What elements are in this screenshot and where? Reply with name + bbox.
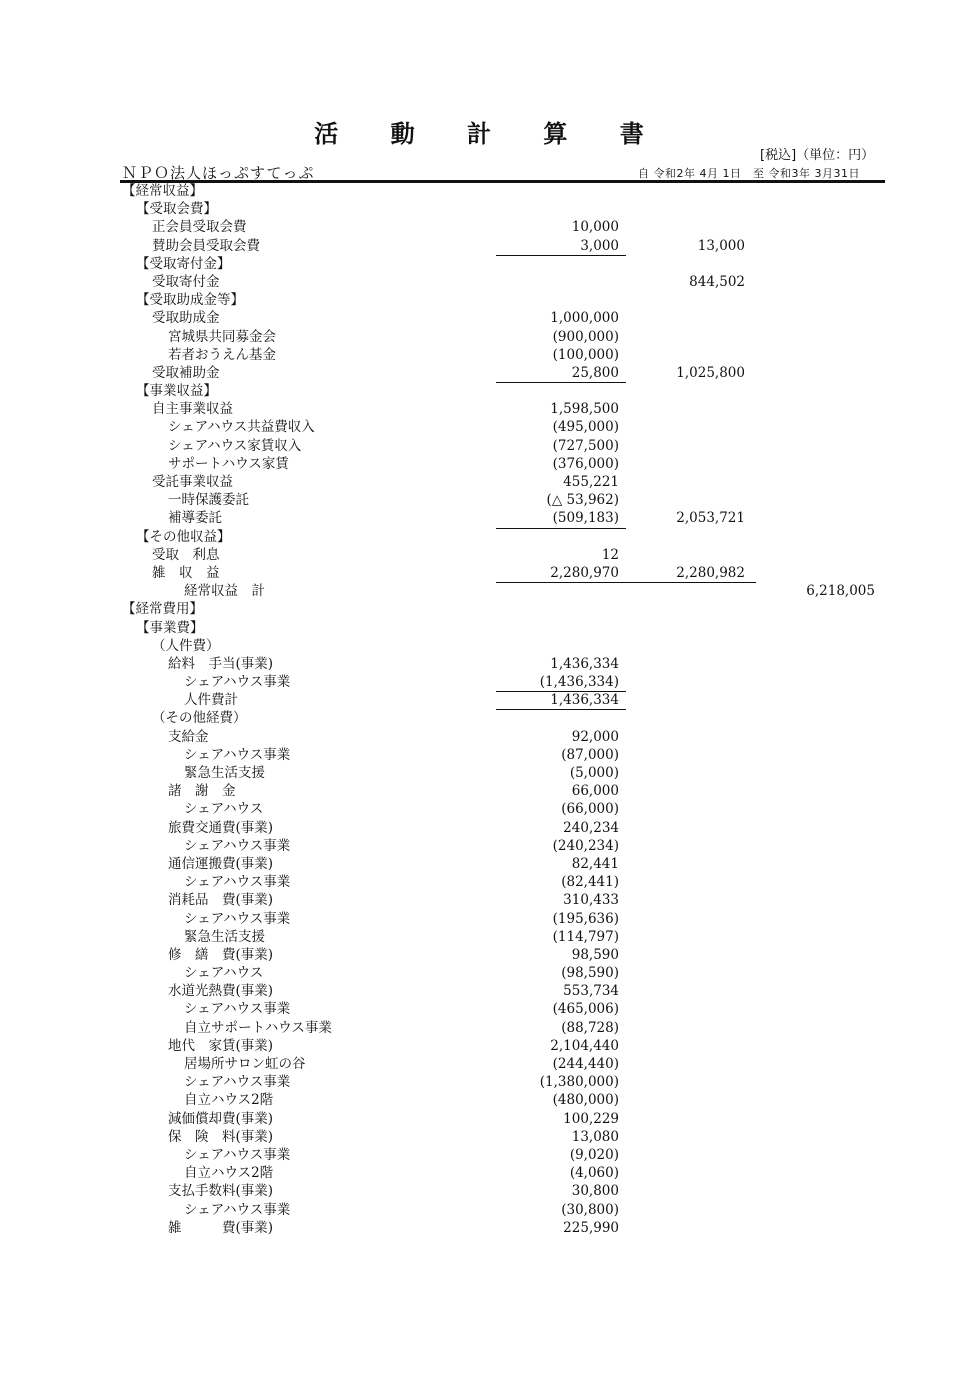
statement-row — [0, 600, 980, 618]
row-label: シェアハウス家賃収入 — [168, 437, 302, 454]
statement-row — [0, 746, 980, 764]
statement-row — [0, 1128, 980, 1146]
amount-c1: (240,234) — [552, 837, 619, 854]
statement-row — [0, 1073, 980, 1091]
row-label: 支給金 — [168, 728, 209, 745]
row-label: シェアハウス事業 — [184, 1201, 291, 1218]
row-label: 受取寄付金 — [152, 273, 220, 290]
amount-c1: 3,000 — [580, 237, 619, 254]
row-label: 正会員受取会費 — [152, 219, 247, 236]
amount-c1: 240,234 — [563, 819, 619, 836]
amount-c2: 2,280,982 — [676, 564, 745, 581]
statement-row — [0, 964, 980, 982]
amount-c1: 1,436,334 — [550, 692, 619, 709]
row-label: シェアハウス事業 — [184, 910, 291, 927]
statement-row — [0, 509, 980, 527]
statement-row — [0, 946, 980, 964]
statement-row — [0, 873, 980, 891]
unit-note: [税込]（単位：円） — [760, 148, 875, 163]
amount-c1: (495,000) — [552, 419, 619, 436]
amount-c1: (1,380,000) — [539, 1074, 619, 1091]
row-label: シェアハウス事業 — [184, 1001, 291, 1018]
row-label: 人件費計 — [184, 692, 238, 709]
statement-row — [0, 1182, 980, 1200]
amount-c1: 1,000,000 — [550, 310, 619, 327]
amount-c1: (100,000) — [552, 346, 619, 363]
amount-c1: (87,000) — [561, 746, 619, 763]
statement-row — [0, 837, 980, 855]
amount-c1: (9,020) — [569, 1146, 619, 1163]
row-label: 緊急生活支援 — [184, 928, 265, 945]
statement-row — [0, 546, 980, 564]
row-label: 【経常収益】 — [122, 183, 203, 199]
statement-row — [0, 218, 980, 236]
row-label: 賛助会員受取会費 — [152, 237, 260, 254]
statement-body — [0, 182, 980, 1237]
amount-c1: (244,440) — [552, 1056, 619, 1072]
amount-c1: (114,797) — [552, 928, 619, 945]
statement-row — [0, 346, 980, 364]
amount-c1: 30,800 — [571, 1183, 619, 1200]
row-label: 旅費交通費(事業) — [168, 819, 274, 836]
amount-c1: (465,006) — [552, 1001, 619, 1018]
statement-row — [0, 237, 980, 255]
amount-c1: 2,280,970 — [550, 564, 619, 581]
row-label: シェアハウス事業 — [184, 1074, 291, 1091]
statement-row — [0, 728, 980, 746]
statement-row — [0, 673, 980, 691]
organization-name: ＮＰＯ法人ほっぷすてっぷ — [122, 164, 315, 182]
row-label: 通信運搬費(事業) — [168, 855, 274, 872]
amount-c1: (82,441) — [561, 874, 619, 891]
statement-row — [0, 1055, 980, 1073]
amount-c1: 100,229 — [563, 1110, 619, 1127]
row-label: 雑 費(事業) — [168, 1219, 274, 1236]
statement-row — [0, 637, 980, 655]
amount-c1: 225,990 — [563, 1219, 619, 1236]
statement-row — [0, 437, 980, 455]
statement-row — [0, 709, 980, 727]
amount-c2: 2,053,721 — [676, 510, 745, 527]
row-label: 【経常費用】 — [122, 601, 203, 618]
amount-c1: 310,433 — [563, 892, 619, 909]
amount-c1: (4,060) — [569, 1165, 619, 1182]
amount-c1: (900,000) — [552, 328, 619, 345]
row-label: 一時保護委託 — [168, 492, 249, 509]
amount-c1: 13,080 — [571, 1128, 619, 1145]
statement-row — [0, 200, 980, 218]
statement-row — [0, 691, 980, 709]
row-label: シェアハウス事業 — [184, 674, 291, 691]
amount-c1: 66,000 — [571, 783, 619, 800]
row-label: シェアハウス事業 — [184, 837, 291, 854]
amount-c1: 2,104,440 — [550, 1037, 619, 1054]
row-label: 給料 手当(事業) — [168, 655, 274, 672]
row-label: シェアハウス事業 — [184, 1146, 291, 1163]
row-label: 補導委託 — [168, 510, 222, 527]
statement-row — [0, 491, 980, 509]
statement-row — [0, 309, 980, 327]
row-label: 水道光熱費(事業) — [168, 983, 274, 1000]
row-label: 緊急生活支援 — [184, 765, 265, 781]
statement-row — [0, 800, 980, 818]
amount-c1: (△ 53,962) — [546, 492, 619, 509]
row-label: 【受取寄付金】 — [136, 255, 231, 272]
row-label: 居場所サロン虹の谷 — [184, 1056, 306, 1072]
statement-row — [0, 928, 980, 946]
row-label: サポートハウス家賃 — [168, 455, 289, 472]
statement-row — [0, 819, 980, 837]
amount-c1: 1,598,500 — [550, 401, 619, 418]
amount-c1: (376,000) — [552, 455, 619, 472]
row-label: 消耗品 費(事業) — [168, 892, 274, 909]
statement-row — [0, 1000, 980, 1018]
statement-row — [0, 1037, 980, 1055]
amount-c1: 553,734 — [563, 983, 619, 1000]
row-label: 諸 謝 金 — [168, 783, 236, 800]
row-label: シェアハウス共益費収入 — [168, 419, 315, 436]
statement-row — [0, 1091, 980, 1109]
row-label: 雑 収 益 — [152, 564, 220, 581]
row-label: 自立ハウス2階 — [184, 1165, 274, 1182]
statement-row — [0, 564, 980, 582]
statement-row — [0, 255, 980, 273]
statement-row — [0, 455, 980, 473]
statement-row — [0, 982, 980, 1000]
statement-row — [0, 1146, 980, 1164]
row-label: シェアハウス事業 — [184, 746, 291, 763]
row-label: シェアハウス事業 — [184, 874, 291, 891]
statement-row — [0, 655, 980, 673]
statement-row — [0, 619, 980, 637]
row-label: シェアハウス — [184, 965, 264, 982]
statement-row — [0, 528, 980, 546]
statement-row — [0, 1019, 980, 1037]
row-label: 【受取助成金等】 — [136, 292, 244, 309]
row-label: 【受取会費】 — [136, 201, 217, 218]
statement-row — [0, 891, 980, 909]
statement-row — [0, 328, 980, 346]
statement-row — [0, 782, 980, 800]
document-title: 活 動 計 算 書 — [314, 120, 666, 148]
statement-row — [0, 473, 980, 491]
statement-row — [0, 1110, 980, 1128]
row-label: 経常収益 計 — [184, 583, 265, 600]
amount-c2: 844,502 — [689, 273, 745, 290]
amount-c1: 92,000 — [571, 728, 619, 745]
statement-row — [0, 273, 980, 291]
amount-c1: (480,000) — [552, 1092, 619, 1109]
row-label: 受取助成金 — [152, 310, 220, 327]
row-label: 【事業費】 — [136, 619, 204, 636]
amount-c1: (509,183) — [552, 510, 619, 527]
row-label: 減価償却費(事業) — [168, 1110, 274, 1127]
statement-row — [0, 855, 980, 873]
statement-row — [0, 400, 980, 418]
row-label: 自立ハウス2階 — [184, 1092, 274, 1109]
amount-c1: (98,590) — [561, 965, 619, 982]
amount-c1: 1,436,334 — [550, 655, 619, 672]
amount-c1: 12 — [601, 546, 619, 563]
row-label: 地代 家賃(事業) — [168, 1037, 274, 1054]
row-label: 【その他収益】 — [136, 528, 231, 545]
row-label: 自立サポートハウス事業 — [184, 1019, 332, 1036]
row-label: 受取補助金 — [152, 364, 220, 381]
row-label: 受取 利息 — [152, 546, 220, 563]
amount-c1: 82,441 — [571, 855, 619, 872]
row-label: 保 険 料(事業) — [168, 1128, 274, 1145]
amount-c1: 98,590 — [571, 946, 619, 963]
amount-c1: 25,800 — [571, 364, 619, 381]
statement-row — [0, 1164, 980, 1182]
row-label: 支払手数料(事業) — [168, 1183, 274, 1200]
row-label: 宮城県共同募金会 — [168, 328, 276, 345]
statement-row — [0, 1201, 980, 1219]
row-label: （その他経費） — [152, 710, 247, 727]
row-label: 受託事業収益 — [152, 474, 233, 490]
row-label: 【事業収益】 — [136, 383, 217, 400]
statement-row — [0, 382, 980, 400]
amount-c1: (66,000) — [561, 801, 619, 818]
statement-row — [0, 418, 980, 436]
statement-row — [0, 291, 980, 309]
statement-row — [0, 364, 980, 382]
amount-c1: 10,000 — [571, 219, 619, 236]
amount-c1: (727,500) — [552, 437, 619, 454]
amount-c3: 6,218,005 — [806, 583, 875, 600]
row-label: シェアハウス — [184, 801, 264, 818]
statement-row — [0, 582, 980, 600]
amount-c1: (1,436,334) — [539, 674, 619, 691]
row-label: 自主事業収益 — [152, 401, 233, 418]
statement-row — [0, 910, 980, 928]
amount-c1: (5,000) — [569, 765, 619, 781]
statement-row — [0, 1219, 980, 1237]
amount-c1: (88,728) — [561, 1019, 619, 1036]
row-label: （人件費） — [152, 637, 220, 654]
row-label: 修 繕 費(事業) — [168, 946, 274, 963]
amount-c1: (30,800) — [561, 1201, 619, 1218]
fiscal-period: 自 令和2年 4月 1日 至 令和3年 3月31日 — [638, 167, 860, 180]
amount-c1: 455,221 — [563, 474, 619, 490]
amount-c2: 1,025,800 — [676, 364, 745, 381]
statement-row — [0, 764, 980, 782]
amount-c2: 13,000 — [697, 237, 745, 254]
row-label: 若者おうえん基金 — [168, 346, 276, 363]
statement-row — [0, 182, 980, 200]
amount-c1: (195,636) — [552, 910, 619, 927]
